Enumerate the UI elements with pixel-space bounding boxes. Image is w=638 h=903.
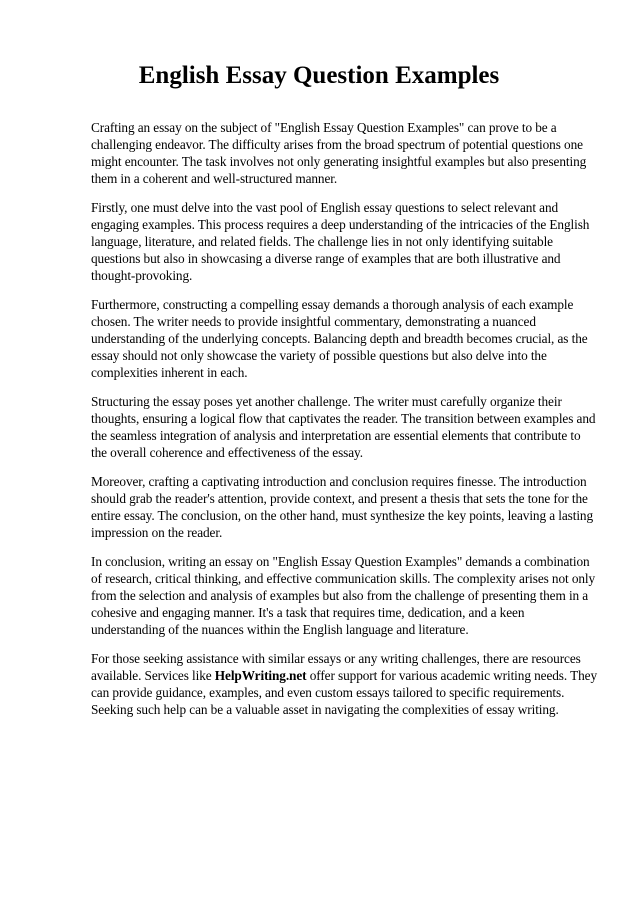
paragraph-furthermore: Furthermore, constructing a compelling essay demands a thorough analysis of each example chosen. The writer needs to provide insightful commentary, demonstrating a nuanced understanding of the underlying concepts. Balancing depth and breadth becomes crucial, as the essay should not only showcase the variety of possible questions but also delve into the complexities inherent in each. xyxy=(91,296,588,381)
paragraph-intro: Crafting an essay on the subject of "English Essay Question Examples" can prove to be a challenging endeavor. The difficulty arises from the broad spectrum of potential questions one might encounter. The task involves not only generating insightful examples but also presenting them in a coherent and well-structured manner. xyxy=(91,120,587,187)
brand-name: HelpWriting.net xyxy=(214,667,307,683)
paragraph-firstly: Firstly, one must delve into the vast pool of English essay questions to select relevant and engaging examples. This process requires a deep understanding of the intricacies of the English language, literature, and related fields. The challenge lies in not only identifying suitable questions but also in showcasing a diverse range of examples that are both illustrative and thought-provoking. xyxy=(91,199,590,284)
paragraph-structuring: Structuring the essay poses yet another challenge. The writer must carefully organize their thoughts, ensuring a logical flow that captivates the reader. The transition between examples and the seamless integration of analysis and interpretation are essential elements that contribute to the overall coherence and effectiveness of the essay. xyxy=(91,393,596,461)
document-body xyxy=(91,119,599,729)
closing-text-after: offer support for various academic writing needs. They can provide guidance, examples, and even custom essays tailored to specific requirements. Seeking such help can be a valuable asset in navigating the complexities of essay writing. xyxy=(91,667,597,717)
document-title: English Essay Question Examples xyxy=(138,62,500,89)
paragraph-closing xyxy=(91,650,599,718)
closing-text-before: For those seeking assistance with similar essays or any writing challenges, there are resources available. Services like xyxy=(91,650,581,683)
paragraph-conclusion: In conclusion, writing an essay on "English Essay Question Examples" demands a combination of research, critical thinking, and effective communication skills. The complexity arises not only from the selection and analysis of examples but also from the challenge of presenting them in a cohesive and engaging manner. It's a task that requires time, dedication, and a keen understanding of the nuances within the English language and literature. xyxy=(91,553,596,637)
paragraph-moreover: Moreover, crafting a captivating introduction and conclusion requires finesse. The introduction should grab the reader's attention, provide context, and present a thesis that sets the tone for the entire essay. The conclusion, on the other hand, must synthesize the key points, leaving a lasting impression on the reader. xyxy=(91,473,594,540)
